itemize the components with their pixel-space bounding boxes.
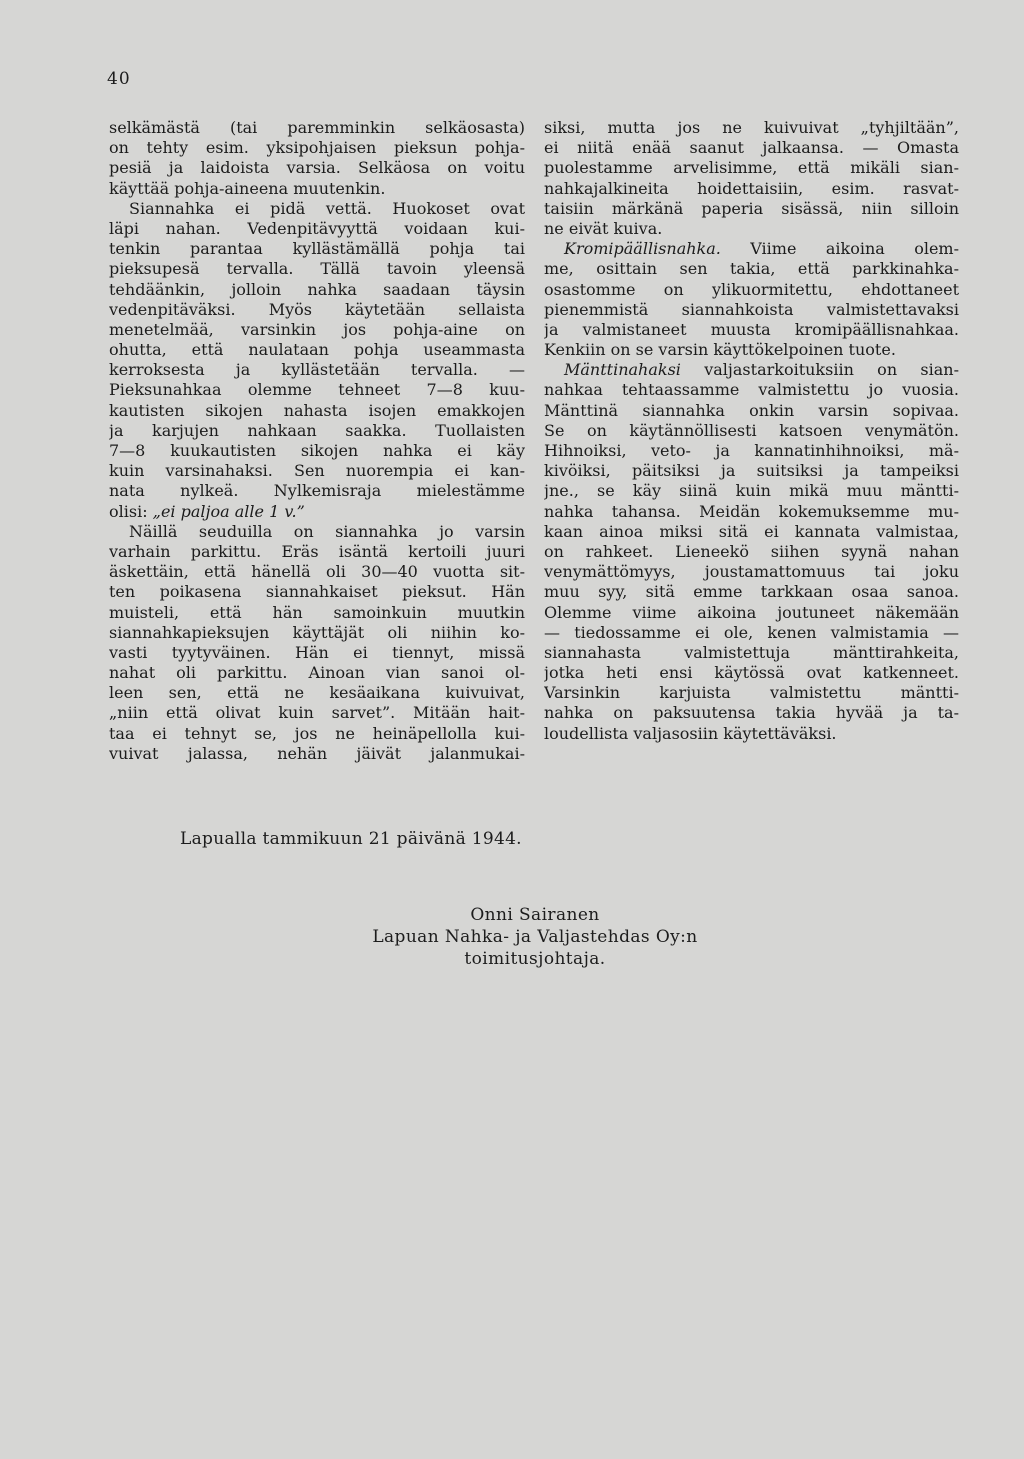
left-line: kautisten sikojen nahasta isojen emakkojen (109, 400, 525, 420)
left-line: nahat oli parkittu. Ainoan vian sanoi ol- (109, 663, 525, 683)
left-line: Näillä seuduilla on siannahka jo varsin (129, 521, 525, 541)
right-line: venymättömyys, joustamattomuus tai joku (544, 562, 959, 582)
left-line: Pieksunahkaa olemme tehneet 7—8 kuu- (109, 380, 525, 400)
left-line: äskettäin, että hänellä oli 30—40 vuotta sit- (109, 562, 525, 582)
right-line: siannahasta valmistettuja mänttirahkeita, (544, 642, 959, 662)
right-line: ne eivät kuiva. (544, 218, 663, 238)
left-line: ten poikasena siannahkaiset pieksut. Hän (109, 582, 525, 602)
right-line: jotka heti ensi käytössä ovat katkenneet. (544, 663, 959, 683)
signature-block (300, 904, 770, 970)
left-line: selkämästä (tai paremminkin selkäosasta) (109, 118, 525, 137)
left-line: pesiä ja laidoista varsia. Selkäosa on voitu (109, 158, 525, 178)
left-line: ja karjujen nahkaan saakka. Tuollaisten (109, 420, 525, 440)
right-line: Hihnoiksi, veto- ja kannatinhihnoiksi, mä- (544, 441, 959, 460)
right-line: loudellista valjasosiin käytettäväksi. (544, 723, 837, 743)
signature-name: Onni Sairanen (470, 905, 600, 925)
section-heading-harness-leather: Mänttinahaksi (564, 360, 681, 380)
left-line: varhain parkittu. Eräs isäntä kertoili juuri (109, 541, 525, 561)
right-column (544, 118, 959, 744)
left-line: tenkin parantaa kyllästämällä pohja tai (109, 239, 525, 259)
left-line: muisteli, että hän samoinkuin muutkin (109, 602, 525, 622)
left-line: siannahkapieksujen käyttäjät oli niihin ko- (109, 622, 525, 642)
left-line: on tehty esim. yksipohjaisen pieksun pohja- (109, 138, 525, 158)
page-number: 40 (107, 69, 131, 89)
right-line: muu syy, sitä emme tarkkaan osaa sanoa. (544, 582, 959, 602)
right-line: kivöiksi, päitsiksi ja suitsiksi ja tampeiksi (544, 461, 959, 481)
right-line: Kenkiin on se varsin käyttökelpoinen tuote. (544, 340, 896, 360)
left-line: kuin varsinahaksi. Sen nuorempia ei kan- (109, 461, 525, 481)
quoted-rule: „ei paljoa alle 1 v.” (152, 501, 305, 521)
right-line: Olemme viime aikoina joutuneet näkemään (544, 602, 959, 622)
right-line: ja valmistaneet muusta kromipäällisnahkaa. (544, 319, 959, 339)
left-line: leen sen, että ne kesäaikana kuivuivat, (109, 683, 525, 703)
left-line-lead: olisi: (109, 501, 153, 521)
left-line: „niin että olivat kuin sarvet”. Mitään hait- (109, 703, 525, 723)
left-line: Siannahka ei pidä vettä. Huokoset ovat (129, 198, 525, 218)
left-line: vasti tyytyväinen. Hän ei tiennyt, missä (109, 642, 525, 662)
left-line: pieksupesä tervalla. Tällä tavoin yleensä (109, 259, 525, 279)
signature-title: toimitusjohtaja. (464, 949, 606, 969)
left-line: vedenpitäväksi. Myös käytetään sellaista (109, 299, 525, 319)
right-line: ei niitä enää saanut jalkaansa. — Omasta (544, 138, 959, 158)
left-line: nata nylkeä. Nylkemisraja mielestämme (109, 481, 525, 501)
left-line: läpi nahan. Vedenpitävyyttä voidaan kui- (109, 218, 525, 238)
right-line: siksi, mutta jos ne kuivuivat „tyhjiltään”, (544, 118, 959, 137)
right-line (544, 360, 959, 380)
right-line: Se on käytännöllisesti katsoen venymätön. (544, 420, 959, 440)
left-line: menetelmää, varsinkin jos pohja-aine on (109, 319, 525, 339)
right-line: Varsinkin karjuista valmistettu mäntti- (544, 683, 959, 703)
left-line: ohutta, että naulataan pohja useammasta (109, 340, 525, 360)
left-line: käyttää pohja-aineena muutenkin. (109, 178, 386, 198)
right-line: jne., se käy siinä kuin mikä muu mäntti- (544, 481, 959, 501)
left-line: tehdäänkin, jolloin nahka saadaan täysin (109, 279, 525, 299)
left-line: vuivat jalassa, nehän jäivät jalanmukai- (109, 743, 525, 763)
right-line-rest: valjastarkoituksiin on sian- (680, 360, 959, 380)
right-line: puolestamme arvelisimme, että mikäli sian- (544, 158, 959, 178)
left-line: kerroksesta ja kyllästetään tervalla. — (109, 360, 525, 380)
left-line: 7—8 kuukautisten sikojen nahka ei käy (109, 441, 525, 460)
right-line: on rahkeet. Lieneekö siihen syynä nahan (544, 541, 959, 561)
right-line: taisiin märkänä paperia sisässä, niin silloin (544, 198, 959, 218)
right-line: pienemmistä siannahkoista valmistettavaksi (544, 299, 959, 319)
signature-company: Lapuan Nahka- ja Valjastehdas Oy:n (372, 927, 698, 947)
right-line: — tiedossamme ei ole, kenen valmistamia — (544, 622, 959, 642)
right-line: nahka tahansa. Meidän kokemuksemme mu- (544, 501, 959, 521)
section-heading-chrome-leather: Kromipäällisnahka. (564, 239, 721, 259)
left-line: taa ei tehnyt se, jos ne heinäpellolla kui- (109, 723, 525, 743)
right-line-rest: Viime aikoina olem- (720, 239, 959, 259)
dateline: Lapualla tammikuun 21 päivänä 1944. (180, 829, 522, 849)
left-column (109, 118, 525, 764)
right-line: nahka on paksuutensa takia hyvää ja ta- (544, 703, 959, 723)
right-line: nahkaa tehtaassamme valmistettu jo vuosia. (544, 380, 959, 400)
right-line: me, osittain sen takia, että parkkinahka- (544, 259, 959, 279)
left-line (109, 502, 525, 522)
right-line: Mänttinä siannahka onkin varsin sopivaa. (544, 400, 959, 420)
right-line (544, 239, 959, 259)
right-line: kaan ainoa miksi sitä ei kannata valmistaa, (544, 521, 959, 541)
right-line: osastomme on ylikuormitettu, ehdottaneet (544, 279, 959, 299)
right-line: nahkajalkineita hoidettaisiin, esim. rasvat- (544, 178, 959, 198)
